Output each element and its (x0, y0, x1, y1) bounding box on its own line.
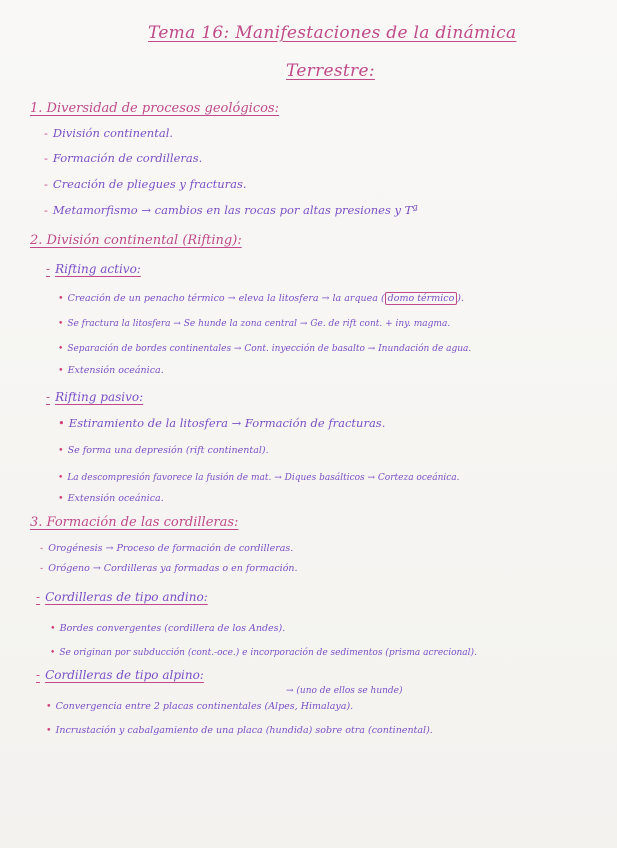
s1-item-1: - División continental. (44, 126, 174, 140)
domo-termico-box: domo térmico (385, 292, 458, 305)
alpino-note: → (uno de ellos se hunde) (286, 686, 403, 696)
section-3-heading: 3. Formación de las cordilleras: (30, 515, 239, 530)
s1-item-4: - Metamorfismo → cambios en las rocas por altas presiones y Tª (44, 203, 418, 217)
rifting-pasivo-bullet-4: • Extensión oceánica. (58, 493, 164, 504)
rifting-pasivo-label: - Rifting pasivo: (46, 390, 144, 404)
rifting-activo-bullet-1: • Creación de un penacho térmico → eleva la litosfera → la arquea ( domo térmico ). (58, 293, 465, 304)
alpino-bullet-1: • Convergencia entre 2 placas continentales (Alpes, Himalaya). (46, 701, 354, 712)
page-title: Tema 16: Manifestaciones de la dinámica (148, 23, 517, 43)
s3-orogenesis: - Orogénesis → Proceso de formación de cordilleras. (40, 543, 294, 554)
rifting-pasivo-bullet-1: • Estiramiento de la litosfera → Formación de fracturas. (58, 416, 386, 430)
andino-bullet-2: • Se originan por subducción (cont.-oce.) e incorporación de sedimentos (prisma acrecional). (50, 648, 477, 658)
section-2-heading: 2. División continental (Rifting): (30, 233, 242, 248)
rifting-activo-bullet-3: • Separación de bordes continentales → Cont. inyección de basalto → Inundación de agua. (58, 344, 472, 354)
s1-item-2: - Formación de cordilleras. (44, 151, 203, 165)
alpino-label: - Cordilleras de tipo alpino: (36, 668, 204, 682)
andino-label: - Cordilleras de tipo andino: (36, 590, 208, 604)
s1-item-3: - Creación de pliegues y fracturas. (44, 177, 247, 191)
rifting-activo-bullet-2: • Se fractura la litosfera → Se hunde la zona central → Ge. de rift cont. + iny. magma. (58, 319, 451, 329)
rifting-activo-bullet-4: • Extensión oceánica. (58, 365, 164, 376)
s3-orogeno: - Orógeno → Cordilleras ya formadas o en formación. (40, 563, 298, 574)
rifting-pasivo-bullet-3: • La descompresión favorece la fusión de mat. → Diques basálticos → Corteza oceánica. (58, 473, 460, 483)
rifting-pasivo-bullet-2: • Se forma una depresión (rift continental). (58, 445, 269, 456)
section-1-heading: 1. Diversidad de procesos geológicos: (30, 101, 279, 116)
page-title-line2: Terrestre: (286, 61, 375, 81)
andino-bullet-1: • Bordes convergentes (cordillera de los Andes). (50, 623, 286, 634)
rifting-activo-label: - Rifting activo: (46, 262, 141, 276)
alpino-bullet-2: • Incrustación y cabalgamiento de una placa (hundida) sobre otra (continental). (46, 725, 433, 736)
